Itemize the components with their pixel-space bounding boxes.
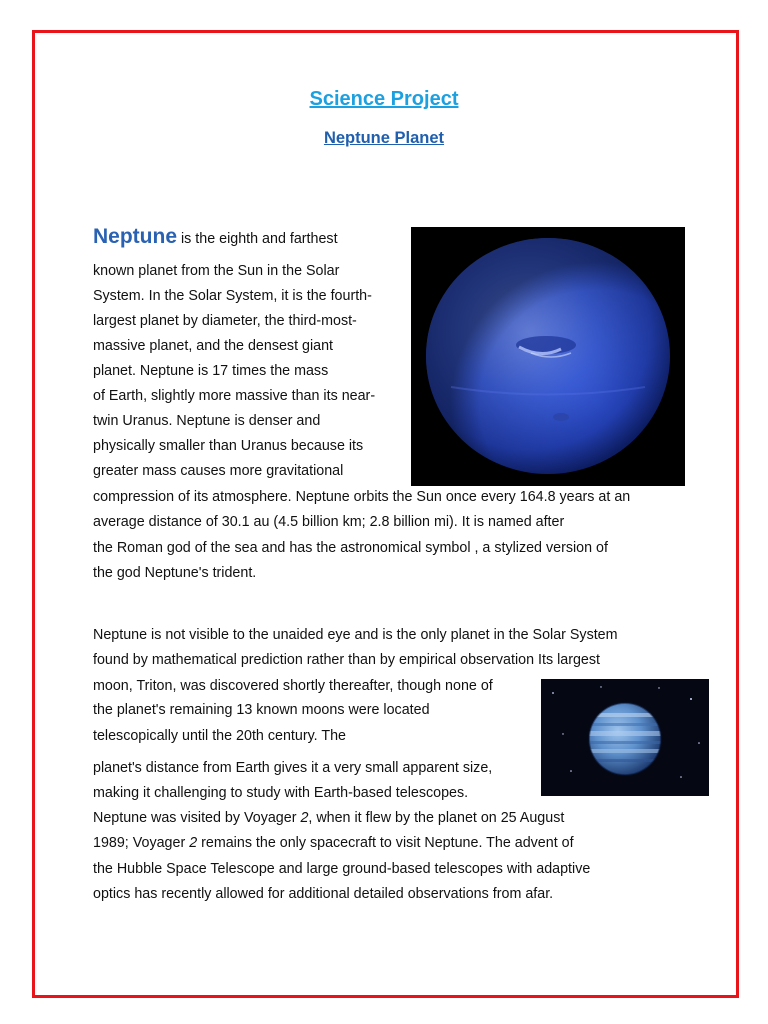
paragraph-2-line: moon, Triton, was discovered shortly thereafter, though none of	[93, 678, 493, 694]
voyager-number: 2	[189, 835, 198, 851]
paragraph-2-line: found by mathematical prediction rather than by empirical observation Its largest	[93, 652, 601, 668]
paragraph-2-line: telescopically until the 20th century. The	[93, 728, 346, 744]
neptune-rendering-image	[541, 679, 709, 796]
paragraph-2-line	[93, 809, 564, 827]
paragraph-1-line: System. In the Solar System, it is the fourth-	[93, 288, 372, 304]
paragraph-1-line: the god Neptune's trident.	[93, 565, 257, 581]
paragraph-1-line: planet. Neptune is 17 times the mass	[93, 363, 329, 379]
voyager-text: Neptune was visited by Voyager	[93, 810, 301, 826]
paragraph-1-line: physically smaller than Uranus because its	[93, 438, 364, 454]
paragraph-1-line: of Earth, slightly more massive than its near-	[93, 388, 376, 404]
voyager-number: 2	[300, 810, 309, 826]
voyager-text: remains the only spacecraft to visit Neptune. The advent of	[197, 835, 574, 851]
lead-word: Neptune	[93, 225, 177, 248]
paragraph-1-line	[93, 225, 338, 248]
paragraph-2-line: the planet's remaining 13 known moons were located	[93, 702, 430, 718]
neptune-globe-image	[411, 227, 685, 486]
paragraph-1-line: largest planet by diameter, the third-most-	[93, 313, 357, 329]
paragraph-2-line: the Hubble Space Telescope and large ground-based telescopes with adaptive	[93, 861, 591, 877]
paragraph-1-line: compression of its atmosphere. Neptune orbits the Sun once every 164.8 years at an	[93, 489, 631, 505]
page-subtitle: Neptune Planet	[323, 129, 445, 147]
paragraph-2-line: Neptune is not visible to the unaided eye and is the only planet in the Solar System	[93, 627, 618, 643]
paragraph-1-line: average distance of 30.1 au (4.5 billion km; 2.8 billion mi). It is named after	[93, 514, 565, 530]
voyager-text: , when it flew by the planet on 25 August	[308, 810, 565, 826]
voyager-text: 1989; Voyager	[93, 835, 190, 851]
paragraph-2-line: planet's distance from Earth gives it a very small apparent size,	[93, 760, 493, 776]
paragraph-1-line: greater mass causes more gravitational	[93, 463, 344, 479]
paragraph-2-line: optics has recently allowed for additional detailed observations from afar.	[93, 886, 554, 902]
paragraph-2-line	[93, 834, 574, 852]
paragraph-2-line: making it challenging to study with Earth-based telescopes.	[93, 785, 469, 801]
paragraph-1-line: the Roman god of the sea and has the astronomical symbol , a stylized version of	[93, 540, 608, 556]
paragraph-1-line: twin Uranus. Neptune is denser and	[93, 413, 321, 429]
paragraph-1-line: known planet from the Sun in the Solar	[93, 263, 340, 279]
page-title: Science Project	[309, 88, 459, 110]
paragraph-1-line: massive planet, and the densest giant	[93, 338, 334, 354]
paragraph-1-text: is the eighth and farthest	[177, 231, 338, 247]
